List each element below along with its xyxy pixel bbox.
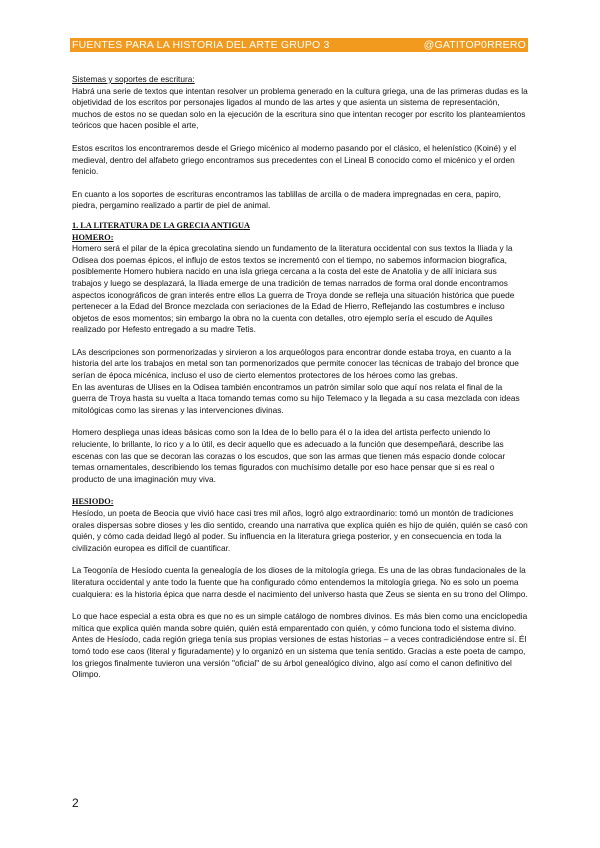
subsection-heading-hesiodo: HESIODO: [72, 497, 114, 507]
paragraph: Homero será el pilar de la épica grecolatina siendo un fundamento de la literatura occidental con sus textos la Iliada y la Odisea dos poemas épicos, el influjo de estos textos se incrementó con el tiempo, no sabemos informacion biografica, posiblemente Homero hubiera nacido en una isla griega cercana a la costa del este de Anatolia y de allí iniciara sus trabajos y luego se desplazará, la Iliada emerge de una tradición de temas narrados de forma oral donde encontramos aspectos iconográficos de gran interés entre ellos La guerra de Troya donde se refleja una situación histórica que puede pertenecer a la Edad del Bronce mezclada con seriaciones de la Edad de Hierro, Reflejando las costumbres e incluso objetos de esos momentos; sin embargo la obra no la cuenta con detalles, otro ejemplo sería el escudo de Aquiles realizado por Hefesto entregado a su madre Tetis. [72, 243, 515, 335]
page-number: 2 [72, 796, 79, 810]
paragraph: Homero despliega unas ideas básicas como son la Idea de lo bello para él o la idea del artista perfecto uniendo lo reluciente, lo brillante, lo rico y a lo útil, es decir aquello que es adecuado a la función que desempeñará, describe las escenas con las que se decoran las corazas o los escudos, que son las armas que tienen más espacio donde colocar temas ornamentales, describiendo los temas figurados con muchísimo detalle por eso hace pensar que si es real o producto de una imaginación muy viva. [72, 427, 506, 484]
paragraph: En cuanto a los soportes de escrituras encontramos las tablillas de arcilla o de madera impregnadas en cera, papiro, piedra, pergamino realizado a partir de piel de animal. [72, 188, 501, 211]
section-heading: 1. LA LITERATURA DE LA GRECIA ANTIGUA [72, 220, 251, 230]
paragraph: Hesíodo, un poeta de Beocia que vivió hace casi tres mil años, logró algo extraordinario: tomó un montón de tradiciones orales dispersas sobre dioses y les dio sentido, creando una narrativa que explica quién es hijo de quién, quién se casó con quién, y cómo cada deidad llegó al poder. Su influencia en la literatura griega posterior, y en consecuencia en toda la civilización europea es difícil de cuantificar. [72, 508, 528, 553]
header-course-title: FUENTES PARA LA HISTORIA DEL ARTE GRUPO 3 [72, 39, 330, 51]
paragraph: Estos escritos los encontraremos desde el Griego micénico al moderno pasando por el clásico, el helenístico (Koiné) y el medieval, dentro del alfabeto griego encontramos sus precedentes con el Lineal B conocido como el micénico y el orden fenicio. [72, 142, 517, 177]
document-body [72, 74, 528, 681]
page-header [70, 38, 528, 52]
paragraph: En las aventuras de Ulises en la Odisea también encontramos un patrón similar solo que aquí nos relata el final de la guerra de Troya hasta su vuelta a Itaca tomando temas como su hijo Telemaco y la llegada a su casa mezclada con ideas mitológicas como las sirenas y las intervenciones divinas. [72, 381, 520, 415]
paragraph: LAs descripciones son pormenorizadas y sirvieron a los arqueólogos para encontrar donde estaba troya, en cuanto a la historia del arte los trabajos en metal son tan pormenorizados que permite conocer las técnicas de trabajo del bronce que serían de época micénica, incluso el uso de cierto elementos protectores de los héroes como las grebas. [72, 346, 519, 381]
paragraph: La Teogonía de Hesíodo cuenta la genealogía de los dioses de la mitología griega. Es una de las obras fundacionales de la literatura occidental y ante todo la fuente que ha configurado cómo entendemos la mitología griega. No es solo un poema cualquiera: es la historia épica que narra desde el nacimiento del universo hasta que Zeus se sienta en su trono del Olimpo. [72, 565, 528, 599]
section-intro-title: Sistemas y soportes de escritura: [72, 74, 195, 84]
subsection-heading-homero: HOMERO: [72, 232, 114, 242]
paragraph: Lo que hace especial a esta obra es que no es un simple catálogo de nombres divinos. Es más bien como una enciclopedia mítica que explica quién manda sobre quién, quién está emparentado con quién, y cómo funciona todo el sistema divino. Antes de Hesíodo, cada región griega tenía sus propias versiones de estas historias – a veces contradiciéndose entre sí. Él tomó todo ese caos (literal y figuradamente) y lo organizó en un sistema que tenía sentido. Gracias a este poeta de campo, los griegos finalmente tuvieron una versión "oficial" de su árbol genealógico divino, algo así como el canon definitivo del Olimpo. [72, 611, 528, 680]
paragraph: Habrá una serie de textos que intentan resolver un problema generado en la cultura griega, una de las primeras dudas es la objetividad de los escritos por personajes ligados al mundo de las artes y que asienta un sistema de representación, muchos de estos no se quedan solo en la ejecución de la escritura sino que intentan recoger por escrito los planteamientos teóricos que hacen posible el arte, [72, 85, 528, 131]
header-author-handle: @GATITOP0RRERO [423, 39, 526, 51]
